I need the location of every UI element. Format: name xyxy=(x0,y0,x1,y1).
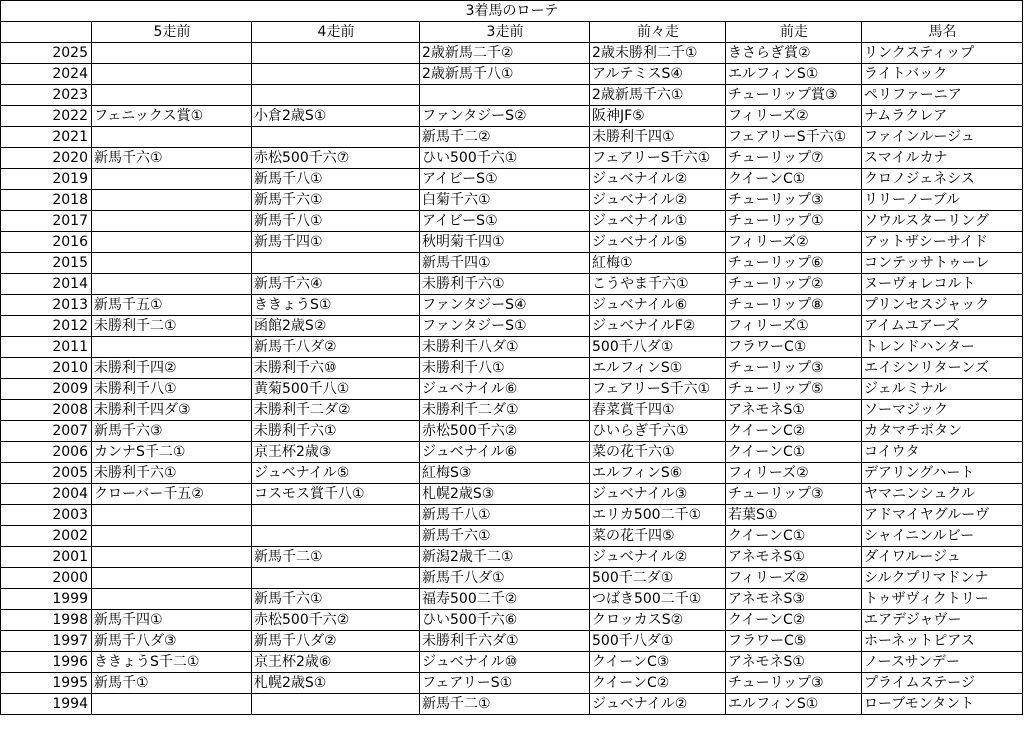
horse-name-cell: アイムユアーズ xyxy=(862,316,1023,337)
run-2-ago-cell: ジュベナイルF② xyxy=(590,316,726,337)
horse-name-cell: スマイルカナ xyxy=(862,148,1023,169)
last-run-cell: チューリップ⑧ xyxy=(726,295,862,316)
table-row xyxy=(1,169,1023,190)
last-run-cell: クイーンC① xyxy=(726,169,862,190)
year-cell: 2000 xyxy=(1,568,92,589)
run-5-ago-cell: 未勝利千四② xyxy=(92,358,252,379)
last-run-cell: フラワーC⑤ xyxy=(726,631,862,652)
year-cell: 1999 xyxy=(1,589,92,610)
run-2-ago-cell: アルテミスS④ xyxy=(590,64,726,85)
horse-name-cell: シルクプリマドンナ xyxy=(862,568,1023,589)
last-run-cell: アネモネS① xyxy=(726,652,862,673)
last-run-cell: エルフィンS① xyxy=(726,64,862,85)
last-run-cell: チューリップ⑤ xyxy=(726,379,862,400)
last-run-cell: クイーンC① xyxy=(726,442,862,463)
run-3-ago-cell: 新馬千四① xyxy=(420,253,590,274)
last-run-cell: チューリップ③ xyxy=(726,673,862,694)
year-cell: 2024 xyxy=(1,64,92,85)
horse-name-cell: コンテッサトゥーレ xyxy=(862,253,1023,274)
horse-name-cell: ヌーヴォレコルト xyxy=(862,274,1023,295)
run-3-ago-cell: ジュベナイル⑥ xyxy=(420,379,590,400)
run-3-ago-cell: ファンタジーS④ xyxy=(420,295,590,316)
table-row xyxy=(1,337,1023,358)
last-run-cell: フラワーC① xyxy=(726,337,862,358)
horse-name-cell: ファインルージュ xyxy=(862,127,1023,148)
table-row xyxy=(1,295,1023,316)
year-cell: 2018 xyxy=(1,190,92,211)
horse-name-cell: ナムラクレア xyxy=(862,106,1023,127)
run-5-ago-cell xyxy=(92,232,252,253)
run-2-ago-cell: 2歳新馬千六① xyxy=(590,85,726,106)
table-row xyxy=(1,568,1023,589)
run-2-ago-cell: ジュベナイル⑤ xyxy=(590,232,726,253)
header-last-run: 前走 xyxy=(726,22,862,43)
run-5-ago-cell xyxy=(92,43,252,64)
run-4-ago-cell: 札幌2歳S① xyxy=(252,673,420,694)
run-4-ago-cell xyxy=(252,253,420,274)
run-3-ago-cell: ファンタジーS② xyxy=(420,106,590,127)
last-run-cell: チューリップ③ xyxy=(726,484,862,505)
run-5-ago-cell: 未勝利千八① xyxy=(92,379,252,400)
run-5-ago-cell: 未勝利千六① xyxy=(92,463,252,484)
run-4-ago-cell: 新馬千八ダ② xyxy=(252,337,420,358)
table-row xyxy=(1,85,1023,106)
run-2-ago-cell: フェアリーS千六① xyxy=(590,148,726,169)
horse-name-cell: ソウルスターリング xyxy=(862,211,1023,232)
run-3-ago-cell: 新馬千八① xyxy=(420,505,590,526)
run-2-ago-cell: 菜の花千六① xyxy=(590,442,726,463)
run-3-ago-cell: ひい500千六① xyxy=(420,148,590,169)
run-4-ago-cell: 新馬千八① xyxy=(252,211,420,232)
table-row xyxy=(1,463,1023,484)
year-cell: 2020 xyxy=(1,148,92,169)
last-run-cell: チューリップ賞③ xyxy=(726,85,862,106)
last-run-cell: チューリップ③ xyxy=(726,190,862,211)
horse-name-cell: リンクスティップ xyxy=(862,43,1023,64)
table-row xyxy=(1,421,1023,442)
year-cell: 2022 xyxy=(1,106,92,127)
year-cell: 2010 xyxy=(1,358,92,379)
header-2-runs-ago: 前々走 xyxy=(590,22,726,43)
last-run-cell: フィリーズ② xyxy=(726,568,862,589)
run-3-ago-cell: 未勝利千六① xyxy=(420,274,590,295)
run-4-ago-cell: 赤松500千六⑦ xyxy=(252,148,420,169)
run-5-ago-cell: クローバー千五② xyxy=(92,484,252,505)
run-4-ago-cell: ききょうS① xyxy=(252,295,420,316)
last-run-cell: フィリーズ② xyxy=(726,106,862,127)
horse-name-cell: ペリファーニア xyxy=(862,85,1023,106)
run-2-ago-cell: 500千八ダ① xyxy=(590,631,726,652)
title-row xyxy=(1,1,1023,22)
header-row xyxy=(1,22,1023,43)
run-4-ago-cell: 未勝利千六① xyxy=(252,421,420,442)
horse-name-cell: ソーマジック xyxy=(862,400,1023,421)
run-3-ago-cell: 2歳新馬千八① xyxy=(420,64,590,85)
table-row xyxy=(1,148,1023,169)
year-cell: 2001 xyxy=(1,547,92,568)
horse-name-cell: ホーネットピアス xyxy=(862,631,1023,652)
last-run-cell: アネモネS① xyxy=(726,400,862,421)
run-5-ago-cell xyxy=(92,274,252,295)
last-run-cell: フィリーズ② xyxy=(726,463,862,484)
run-4-ago-cell: 京王杯2歳⑥ xyxy=(252,652,420,673)
table-row xyxy=(1,400,1023,421)
run-5-ago-cell xyxy=(92,505,252,526)
run-3-ago-cell: アイビーS① xyxy=(420,169,590,190)
header-3-runs-ago: 3走前 xyxy=(420,22,590,43)
run-3-ago-cell: アイビーS① xyxy=(420,211,590,232)
table-row xyxy=(1,694,1023,715)
table-row xyxy=(1,673,1023,694)
horse-name-cell: アドマイヤグルーヴ xyxy=(862,505,1023,526)
run-3-ago-cell: フェアリーS① xyxy=(420,673,590,694)
run-2-ago-cell: 未勝利千四① xyxy=(590,127,726,148)
run-4-ago-cell xyxy=(252,127,420,148)
run-5-ago-cell: 新馬千六① xyxy=(92,148,252,169)
table-row xyxy=(1,379,1023,400)
run-3-ago-cell: 札幌2歳S③ xyxy=(420,484,590,505)
run-4-ago-cell xyxy=(252,64,420,85)
last-run-cell: フィリーズ② xyxy=(726,232,862,253)
run-5-ago-cell: 未勝利千四ダ③ xyxy=(92,400,252,421)
run-2-ago-cell: 500千二ダ① xyxy=(590,568,726,589)
horse-name-cell: エイシンリターンズ xyxy=(862,358,1023,379)
year-cell: 2008 xyxy=(1,400,92,421)
run-5-ago-cell xyxy=(92,337,252,358)
run-3-ago-cell: 新馬千二② xyxy=(420,127,590,148)
run-3-ago-cell: 新潟2歳千二① xyxy=(420,547,590,568)
table-row xyxy=(1,526,1023,547)
horse-name-cell: デアリングハート xyxy=(862,463,1023,484)
run-3-ago-cell: 紅梅S③ xyxy=(420,463,590,484)
run-2-ago-cell: ジュベナイル① xyxy=(590,211,726,232)
year-cell: 2012 xyxy=(1,316,92,337)
last-run-cell: チューリップ③ xyxy=(726,358,862,379)
run-4-ago-cell: 新馬千八① xyxy=(252,169,420,190)
run-2-ago-cell: 阪神JF⑤ xyxy=(590,106,726,127)
table-row xyxy=(1,106,1023,127)
year-cell: 2006 xyxy=(1,442,92,463)
year-cell: 1998 xyxy=(1,610,92,631)
run-5-ago-cell: 新馬千八ダ③ xyxy=(92,631,252,652)
horse-name-cell: トゥザヴィクトリー xyxy=(862,589,1023,610)
run-4-ago-cell: 未勝利千六⑩ xyxy=(252,358,420,379)
year-cell: 1995 xyxy=(1,673,92,694)
run-4-ago-cell: 京王杯2歳③ xyxy=(252,442,420,463)
table-row xyxy=(1,505,1023,526)
run-3-ago-cell: 未勝利千八① xyxy=(420,358,590,379)
year-cell: 2019 xyxy=(1,169,92,190)
year-cell: 2002 xyxy=(1,526,92,547)
run-5-ago-cell: 未勝利千二① xyxy=(92,316,252,337)
run-2-ago-cell: 紅梅① xyxy=(590,253,726,274)
year-cell: 2009 xyxy=(1,379,92,400)
last-run-cell: アネモネS③ xyxy=(726,589,862,610)
table-row xyxy=(1,127,1023,148)
run-2-ago-cell: つばき500二千① xyxy=(590,589,726,610)
run-2-ago-cell: 500千八ダ① xyxy=(590,337,726,358)
run-5-ago-cell xyxy=(92,169,252,190)
run-4-ago-cell: ジュベナイル⑤ xyxy=(252,463,420,484)
run-4-ago-cell: 新馬千二① xyxy=(252,547,420,568)
run-3-ago-cell: ジュベナイル⑥ xyxy=(420,442,590,463)
run-2-ago-cell: ジュベナイル⑥ xyxy=(590,295,726,316)
run-3-ago-cell: 未勝利千六ダ① xyxy=(420,631,590,652)
run-2-ago-cell: 2歳未勝利二千① xyxy=(590,43,726,64)
run-3-ago-cell: ひい500千六⑥ xyxy=(420,610,590,631)
run-4-ago-cell: 未勝利千二ダ② xyxy=(252,400,420,421)
run-4-ago-cell: 新馬千六① xyxy=(252,190,420,211)
horse-name-cell: トレンドハンター xyxy=(862,337,1023,358)
run-4-ago-cell: 新馬千六④ xyxy=(252,274,420,295)
run-5-ago-cell: カンナS千二① xyxy=(92,442,252,463)
year-cell: 2023 xyxy=(1,85,92,106)
run-5-ago-cell: フェニックス賞① xyxy=(92,106,252,127)
year-cell: 2007 xyxy=(1,421,92,442)
run-5-ago-cell: 新馬千① xyxy=(92,673,252,694)
run-3-ago-cell: 新馬千六① xyxy=(420,526,590,547)
table-row xyxy=(1,64,1023,85)
table-row xyxy=(1,631,1023,652)
run-5-ago-cell xyxy=(92,589,252,610)
year-cell: 2015 xyxy=(1,253,92,274)
table-row xyxy=(1,190,1023,211)
year-cell: 1994 xyxy=(1,694,92,715)
run-5-ago-cell xyxy=(92,694,252,715)
last-run-cell: チューリップ① xyxy=(726,211,862,232)
last-run-cell: チューリップ⑦ xyxy=(726,148,862,169)
run-5-ago-cell: 新馬千六③ xyxy=(92,421,252,442)
last-run-cell: チューリップ⑥ xyxy=(726,253,862,274)
run-2-ago-cell: エルフィンS① xyxy=(590,358,726,379)
run-3-ago-cell: 秋明菊千四① xyxy=(420,232,590,253)
year-cell: 1996 xyxy=(1,652,92,673)
horse-name-cell: アットザシーサイド xyxy=(862,232,1023,253)
horse-name-cell: ヤマニンシュクル xyxy=(862,484,1023,505)
table-row xyxy=(1,211,1023,232)
run-3-ago-cell: 福寿500二千② xyxy=(420,589,590,610)
table-row xyxy=(1,43,1023,64)
run-2-ago-cell: クロッカスS② xyxy=(590,610,726,631)
run-4-ago-cell: 赤松500千六② xyxy=(252,610,420,631)
run-3-ago-cell: 赤松500千六② xyxy=(420,421,590,442)
run-5-ago-cell xyxy=(92,547,252,568)
run-2-ago-cell: 菜の花千四⑤ xyxy=(590,526,726,547)
horse-name-cell: エアデジャヴー xyxy=(862,610,1023,631)
run-3-ago-cell: 新馬千二① xyxy=(420,694,590,715)
run-4-ago-cell: 新馬千六① xyxy=(252,589,420,610)
horse-name-cell: シャイニンルビー xyxy=(862,526,1023,547)
run-3-ago-cell: 新馬千八ダ① xyxy=(420,568,590,589)
horse-name-cell: ジェルミナル xyxy=(862,379,1023,400)
year-cell: 2003 xyxy=(1,505,92,526)
run-4-ago-cell: コスモス賞千八① xyxy=(252,484,420,505)
year-cell: 2014 xyxy=(1,274,92,295)
year-cell: 2005 xyxy=(1,463,92,484)
horse-name-cell: リリーノーブル xyxy=(862,190,1023,211)
horse-name-cell: クロノジェネシス xyxy=(862,169,1023,190)
table-row xyxy=(1,358,1023,379)
run-4-ago-cell: 黄菊500千八① xyxy=(252,379,420,400)
run-2-ago-cell: フェアリーS千六① xyxy=(590,379,726,400)
table-row xyxy=(1,253,1023,274)
table-row xyxy=(1,610,1023,631)
last-run-cell: エルフィンS① xyxy=(726,694,862,715)
table-title: 3着馬のローテ xyxy=(1,1,1023,22)
run-3-ago-cell: ジュベナイル⑩ xyxy=(420,652,590,673)
run-5-ago-cell xyxy=(92,253,252,274)
last-run-cell: チューリップ② xyxy=(726,274,862,295)
run-2-ago-cell: ジュベナイル② xyxy=(590,694,726,715)
table-row xyxy=(1,274,1023,295)
run-2-ago-cell: 春菜賞千四① xyxy=(590,400,726,421)
last-run-cell: 若葉S① xyxy=(726,505,862,526)
last-run-cell: フィリーズ① xyxy=(726,316,862,337)
run-5-ago-cell: 新馬千四① xyxy=(92,610,252,631)
run-5-ago-cell xyxy=(92,64,252,85)
last-run-cell: クイーンC② xyxy=(726,421,862,442)
run-5-ago-cell xyxy=(92,127,252,148)
run-5-ago-cell xyxy=(92,211,252,232)
horse-name-cell: カタマチボタン xyxy=(862,421,1023,442)
run-2-ago-cell: ジュベナイル② xyxy=(590,547,726,568)
last-run-cell: クイーンC① xyxy=(726,526,862,547)
run-4-ago-cell xyxy=(252,85,420,106)
last-run-cell: きさらぎ賞② xyxy=(726,43,862,64)
run-2-ago-cell: ひいらぎ千六① xyxy=(590,421,726,442)
run-4-ago-cell: 新馬千四① xyxy=(252,232,420,253)
run-4-ago-cell xyxy=(252,568,420,589)
year-cell: 2004 xyxy=(1,484,92,505)
table-row xyxy=(1,232,1023,253)
run-3-ago-cell: 未勝利千二ダ① xyxy=(420,400,590,421)
run-3-ago-cell: 未勝利千八ダ① xyxy=(420,337,590,358)
table-row xyxy=(1,442,1023,463)
last-run-cell: フェアリーS千六① xyxy=(726,127,862,148)
year-cell: 2011 xyxy=(1,337,92,358)
table-row xyxy=(1,589,1023,610)
run-3-ago-cell: ファンタジーS① xyxy=(420,316,590,337)
year-cell: 2025 xyxy=(1,43,92,64)
year-cell: 1997 xyxy=(1,631,92,652)
header-4-runs-ago: 4走前 xyxy=(252,22,420,43)
run-5-ago-cell: ききょうS千二① xyxy=(92,652,252,673)
horse-name-cell: ノースサンデー xyxy=(862,652,1023,673)
table-row xyxy=(1,547,1023,568)
header-5-runs-ago: 5走前 xyxy=(92,22,252,43)
run-4-ago-cell xyxy=(252,505,420,526)
horse-name-cell: ライトバック xyxy=(862,64,1023,85)
run-4-ago-cell: 小倉2歳S① xyxy=(252,106,420,127)
run-2-ago-cell: クイーンC② xyxy=(590,673,726,694)
run-2-ago-cell: エルフィンS⑥ xyxy=(590,463,726,484)
run-4-ago-cell: 函館2歳S② xyxy=(252,316,420,337)
last-run-cell: アネモネS① xyxy=(726,547,862,568)
horse-name-cell: ダイワルージュ xyxy=(862,547,1023,568)
year-cell: 2013 xyxy=(1,295,92,316)
run-2-ago-cell: エリカ500二千① xyxy=(590,505,726,526)
year-cell: 2021 xyxy=(1,127,92,148)
run-4-ago-cell: 新馬千八ダ② xyxy=(252,631,420,652)
run-4-ago-cell xyxy=(252,526,420,547)
header-year xyxy=(1,22,92,43)
run-3-ago-cell: 2歳新馬二千② xyxy=(420,43,590,64)
run-5-ago-cell: 新馬千五① xyxy=(92,295,252,316)
run-2-ago-cell: ジュベナイル③ xyxy=(590,484,726,505)
run-2-ago-cell: クイーンC③ xyxy=(590,652,726,673)
run-3-ago-cell xyxy=(420,85,590,106)
horse-name-cell: ローブモンタント xyxy=(862,694,1023,715)
run-4-ago-cell xyxy=(252,43,420,64)
run-2-ago-cell: こうやま千六① xyxy=(590,274,726,295)
header-horse-name: 馬名 xyxy=(862,22,1023,43)
table-row xyxy=(1,652,1023,673)
horse-name-cell: プライムステージ xyxy=(862,673,1023,694)
year-cell: 2017 xyxy=(1,211,92,232)
horse-name-cell: プリンセスジャック xyxy=(862,295,1023,316)
run-4-ago-cell xyxy=(252,694,420,715)
last-run-cell: クイーンC② xyxy=(726,610,862,631)
run-2-ago-cell: ジュベナイル② xyxy=(590,169,726,190)
run-5-ago-cell xyxy=(92,526,252,547)
run-3-ago-cell: 白菊千六① xyxy=(420,190,590,211)
table-row xyxy=(1,484,1023,505)
run-2-ago-cell: ジュベナイル② xyxy=(590,190,726,211)
run-5-ago-cell xyxy=(92,568,252,589)
year-cell: 2016 xyxy=(1,232,92,253)
table-row xyxy=(1,316,1023,337)
horse-name-cell: コイウタ xyxy=(862,442,1023,463)
run-5-ago-cell xyxy=(92,190,252,211)
run-5-ago-cell xyxy=(92,85,252,106)
